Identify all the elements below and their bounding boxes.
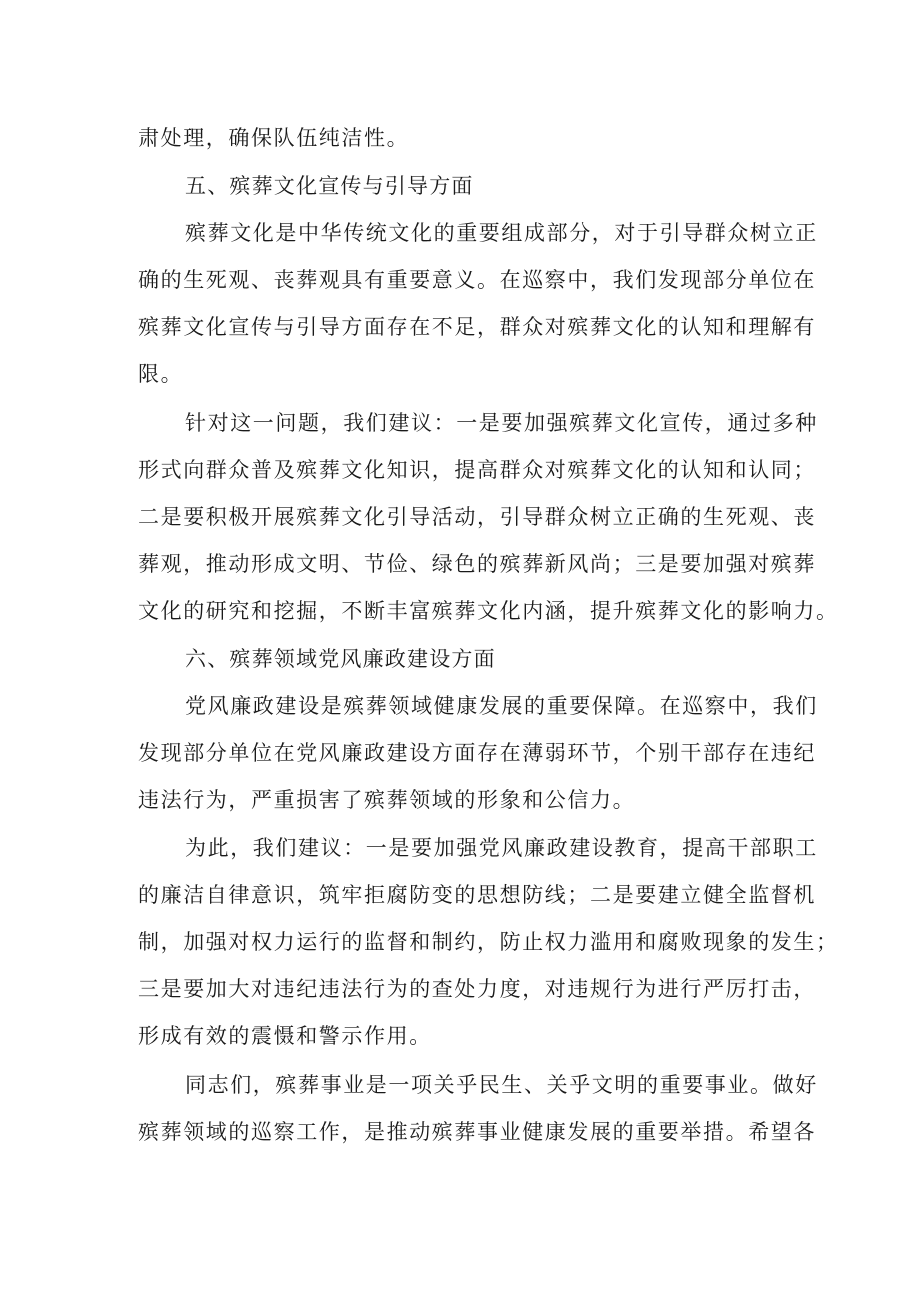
text-line: 为此，我们建议：一是要加强党风廉政建设教育，提高干部职工 xyxy=(185,836,818,860)
text-line: 葬观，推动形成文明、节俭、绿色的殡葬新风尚；三是要加强对殡葬 xyxy=(138,552,816,576)
text-line: 确的生死观、丧葬观具有重要意义。在巡察中，我们发现部分单位在 xyxy=(138,268,816,292)
text-line: 形成有效的震慑和警示作用。 xyxy=(138,1024,432,1048)
text-line: 违法行为，严重损害了殡葬领域的形象和公信力。 xyxy=(138,788,636,812)
section-heading: 六、殡葬领域党风廉政建设方面 xyxy=(185,647,496,671)
text-line: 针对这一问题，我们建议：一是要加强殡葬文化宣传，通过多种 xyxy=(185,411,818,435)
text-line: 的廉洁自律意识，筑牢拒腐防变的思想防线；二是要建立健全监督机 xyxy=(138,883,816,907)
text-line: 三是要加大对违纪违法行为的查处力度，对违规行为进行严厉打击， xyxy=(138,977,816,1001)
text-line: 肃处理，确保队伍纯洁性。 xyxy=(138,126,410,150)
text-line: 文化的研究和挖掘，不断丰富殡葬文化内涵，提升殡葬文化的影响力。 xyxy=(138,599,839,623)
text-line: 同志们，殡葬事业是一项关乎民生、关乎文明的重要事业。做好 xyxy=(185,1073,818,1097)
text-line: 殡葬文化宣传与引导方面存在不足，群众对殡葬文化的认知和理解有 xyxy=(138,315,816,339)
text-line: 党风廉政建设是殡葬领域健康发展的重要保障。在巡察中，我们 xyxy=(185,694,818,718)
text-line: 殡葬领域的巡察工作，是推动殡葬事业健康发展的重要举措。希望各 xyxy=(138,1120,816,1144)
text-line: 殡葬文化是中华传统文化的重要组成部分，对于引导群众树立正 xyxy=(185,221,818,245)
text-line: 制，加强对权力运行的监督和制约，防止权力滥用和腐败现象的发生； xyxy=(138,930,839,954)
text-line: 形式向群众普及殡葬文化知识，提高群众对殡葬文化的认知和认同； xyxy=(138,458,816,482)
text-line: 发现部分单位在党风廉政建设方面存在薄弱环节，个别干部存在违纪 xyxy=(138,741,816,765)
text-line: 二是要积极开展殡葬文化引导活动，引导群众树立正确的生死观、丧 xyxy=(138,505,816,529)
text-line: 限。 xyxy=(138,362,184,386)
section-heading: 五、殡葬文化宣传与引导方面 xyxy=(185,174,474,198)
